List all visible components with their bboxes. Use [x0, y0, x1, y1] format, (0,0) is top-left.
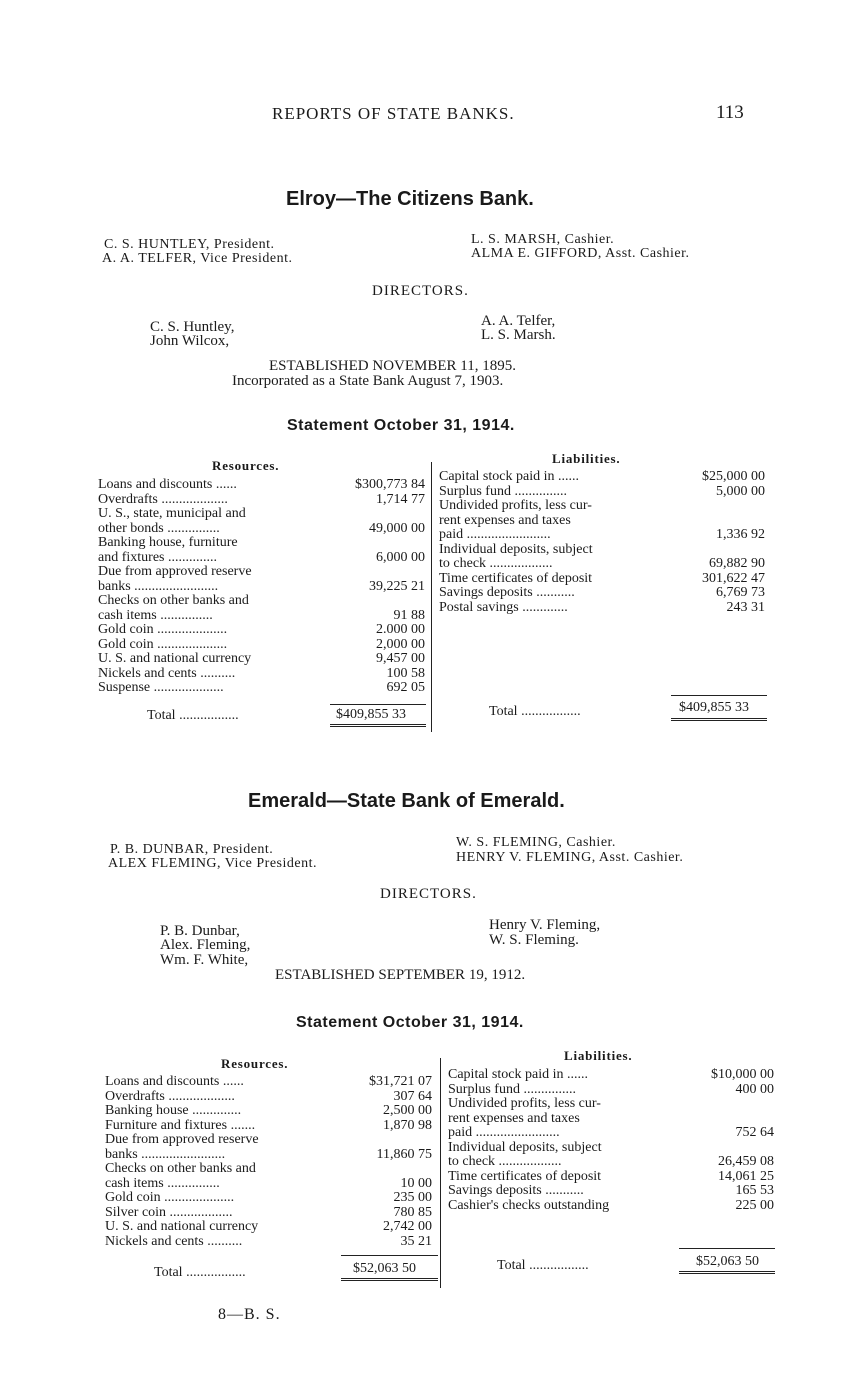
ledger-amount: 35 21: [400, 1233, 432, 1249]
director-name: P. B. Dunbar,: [160, 923, 240, 939]
total-double-rule: [330, 724, 426, 727]
ledger-row: [98, 536, 425, 551]
ledger-amount: 26,459 08: [718, 1154, 774, 1169]
ledger-amount: 2,742 00: [383, 1219, 432, 1234]
ledger-label: Loans and discounts ......: [98, 477, 237, 492]
ledger-row: [98, 493, 425, 508]
resources-total: $52,063 50: [353, 1261, 416, 1276]
ledger-row: [439, 499, 765, 514]
ledger-amount: 692 05: [386, 680, 425, 695]
ledger-label: U. S. and national currency: [98, 651, 252, 666]
ledger-label: Savings deposits ...........: [448, 1183, 584, 1198]
liabilities-total: $52,063 50: [696, 1254, 759, 1269]
director-name: John Wilcox,: [150, 333, 230, 349]
ledger-amount: 100 58: [386, 665, 425, 681]
ledger-label: to check ..................: [448, 1154, 562, 1169]
ledger-row: [448, 1141, 774, 1156]
ledger-row: [98, 609, 425, 624]
ledger-amount: 2,500 00: [383, 1103, 432, 1118]
column-divider: [440, 1058, 441, 1288]
ledger-amount: $31,721 07: [369, 1074, 432, 1089]
ledger-row: [448, 1155, 774, 1170]
ledger-label: Silver coin ..................: [105, 1204, 233, 1220]
statement-heading: Statement October 31, 1914.: [296, 1014, 524, 1031]
column-divider: [431, 462, 432, 732]
ledger-label: Time certificates of deposit: [448, 1168, 602, 1184]
page-number: 113: [716, 102, 744, 123]
ledger-label: Capital stock paid in ......: [448, 1067, 588, 1082]
director-name: L. S. Marsh.: [481, 327, 556, 343]
ledger-row: [105, 1133, 432, 1148]
ledger-row: [448, 1068, 774, 1083]
ledger-label: paid ........................: [448, 1125, 560, 1140]
ledger-amount: 49,000 00: [369, 520, 425, 536]
ledger-row: [98, 667, 425, 682]
total-rule: [330, 704, 426, 705]
ledger-row: [98, 507, 425, 522]
ledger-row: [439, 601, 765, 616]
officer-cashier: W. S. FLEMING, Cashier.: [456, 835, 616, 850]
total-double-rule: [341, 1278, 438, 1281]
ledger-amount: 6,769 73: [716, 585, 765, 600]
ledger-row: [105, 1206, 432, 1221]
ledger-row: [98, 478, 425, 493]
liabilities-total: $409,855 33: [679, 700, 749, 715]
resources-total-label: Total .................: [154, 1265, 246, 1280]
ledger-label: Capital stock paid in ......: [439, 469, 579, 484]
liabilities-total-label: Total .................: [497, 1258, 589, 1273]
ledger-row: [439, 557, 765, 572]
ledger-amount: 11,860 75: [376, 1146, 432, 1162]
ledger-amount: $300,773 84: [355, 477, 425, 492]
director-name: W. S. Fleming.: [489, 932, 579, 948]
ledger-row: [98, 580, 425, 595]
director-name: Wm. F. White,: [160, 952, 249, 968]
ledger-amount: $25,000 00: [702, 469, 765, 484]
total-rule: [679, 1248, 775, 1249]
ledger-amount: 1,336 92: [716, 527, 765, 542]
ledger-label: Gold coin ....................: [98, 636, 228, 652]
ledger-label: banks ........................: [105, 1146, 226, 1162]
ledger-row: [98, 623, 425, 638]
ledger-row: [98, 681, 425, 696]
ledger-label: Undivided profits, less cur-: [448, 1096, 601, 1111]
ledger-label: Surplus fund ...............: [439, 483, 567, 499]
total-double-rule: [671, 718, 767, 721]
ledger-amount: 9,457 00: [376, 651, 425, 666]
ledger-row: [439, 470, 765, 485]
ledger-amount: 752 64: [735, 1125, 774, 1140]
ledger-label: Overdrafts ...................: [105, 1088, 235, 1104]
ledger-amount: 39,225 21: [369, 578, 425, 594]
ledger-row: [98, 565, 425, 580]
ledger-label: Checks on other banks and: [98, 593, 249, 608]
ledger-label: Due from approved reserve: [105, 1132, 259, 1147]
ledger-row: [98, 551, 425, 566]
resources-list: [98, 478, 425, 696]
ledger-label: to check ..................: [439, 556, 553, 571]
directors-heading: DIRECTORS.: [372, 283, 469, 299]
ledger-label: Nickels and cents ..........: [105, 1233, 243, 1249]
ledger-row: [448, 1097, 774, 1112]
ledger-row: [105, 1220, 432, 1235]
directors-heading: DIRECTORS.: [380, 886, 477, 902]
officer-cashier: L. S. MARSH, Cashier.: [471, 232, 615, 247]
officer-vice-president: A. A. TELFER, Vice President.: [102, 251, 293, 266]
director-name: C. S. Huntley,: [150, 319, 235, 335]
ledger-label: Nickels and cents ..........: [98, 665, 236, 681]
total-rule: [671, 695, 767, 696]
ledger-row: [98, 638, 425, 653]
ledger-label: Suspense ....................: [98, 680, 224, 695]
ledger-label: Individual deposits, subject: [448, 1139, 602, 1155]
liabilities-list: [439, 470, 765, 615]
resources-total-label: Total .................: [147, 708, 239, 723]
ledger-label: other bonds ...............: [98, 520, 220, 536]
ledger-row: [439, 572, 765, 587]
ledger-label: Savings deposits ...........: [439, 585, 575, 600]
ledger-row: [98, 594, 425, 609]
ledger-amount: $10,000 00: [711, 1067, 774, 1082]
ledger-row: [439, 528, 765, 543]
ledger-amount: 6,000 00: [376, 549, 425, 565]
ledger-row: [105, 1148, 432, 1163]
ledger-amount: 780 85: [393, 1204, 432, 1220]
signature-mark: 8—B. S.: [218, 1306, 281, 1323]
ledger-row: [105, 1119, 432, 1134]
ledger-label: Time certificates of deposit: [439, 570, 593, 586]
officer-asst-cashier: ALMA E. GIFFORD, Asst. Cashier.: [471, 246, 690, 261]
ledger-amount: 10 00: [400, 1175, 432, 1191]
ledger-row: [439, 543, 765, 558]
ledger-label: Postal savings .............: [439, 599, 568, 615]
total-double-rule: [679, 1271, 775, 1274]
ledger-label: rent expenses and taxes: [448, 1110, 580, 1126]
ledger-amount: 2.000 00: [376, 622, 425, 637]
ledger-amount: 235 00: [393, 1190, 432, 1205]
ledger-label: Individual deposits, subject: [439, 541, 593, 557]
ledger-label: Undivided profits, less cur-: [439, 498, 592, 513]
ledger-label: and fixtures ..............: [98, 549, 217, 565]
ledger-label: Loans and discounts ......: [105, 1074, 244, 1089]
ledger-label: Banking house, furniture: [98, 535, 238, 550]
resources-heading: Resources.: [212, 458, 280, 473]
ledger-amount: 165 53: [735, 1183, 774, 1198]
ledger-row: [448, 1170, 774, 1185]
ledger-row: [105, 1162, 432, 1177]
ledger-label: Cashier's checks outstanding: [448, 1197, 610, 1213]
ledger-row: [448, 1126, 774, 1141]
ledger-label: Banking house ..............: [105, 1103, 242, 1118]
ledger-label: U. S. and national currency: [105, 1219, 259, 1234]
ledger-amount: 307 64: [393, 1088, 432, 1104]
liabilities-total-label: Total .................: [489, 704, 581, 719]
ledger-label: paid ........................: [439, 527, 551, 542]
ledger-label: U. S., state, municipal and: [98, 506, 246, 521]
ledger-label: banks ........................: [98, 578, 219, 594]
established-line: ESTABLISHED NOVEMBER 11, 1895.: [269, 358, 516, 374]
resources-heading: Resources.: [221, 1056, 289, 1071]
ledger-row: [448, 1112, 774, 1127]
ledger-label: Gold coin ....................: [98, 622, 228, 637]
ledger-row: [105, 1235, 432, 1250]
ledger-label: cash items ...............: [105, 1175, 220, 1191]
ledger-row: [439, 586, 765, 601]
ledger-label: Due from approved reserve: [98, 564, 252, 579]
liabilities-heading: Liabilities.: [564, 1048, 633, 1063]
ledger-row: [98, 522, 425, 537]
ledger-amount: 1,870 98: [383, 1117, 432, 1133]
statement-heading: Statement October 31, 1914.: [287, 417, 515, 434]
ledger-row: [105, 1191, 432, 1206]
liabilities-list: [448, 1068, 774, 1213]
ledger-amount: 91 88: [393, 607, 425, 623]
ledger-label: Overdrafts ...................: [98, 491, 228, 507]
ledger-row: [98, 652, 425, 667]
ledger-amount: 400 00: [735, 1081, 774, 1097]
officer-asst-cashier: HENRY V. FLEMING, Asst. Cashier.: [456, 850, 684, 865]
officer-president: C. S. HUNTLEY, President.: [104, 237, 275, 252]
ledger-row: [448, 1199, 774, 1214]
liabilities-heading: Liabilities.: [552, 451, 621, 466]
ledger-amount: 301,622 47: [702, 570, 765, 586]
ledger-amount: 14,061 25: [718, 1168, 774, 1184]
total-rule: [341, 1255, 438, 1256]
resources-list: [105, 1075, 432, 1249]
ledger-row: [439, 514, 765, 529]
ledger-amount: 2,000 00: [376, 636, 425, 652]
ledger-label: cash items ...............: [98, 607, 213, 623]
ledger-row: [439, 485, 765, 500]
ledger-row: [105, 1090, 432, 1105]
ledger-row: [105, 1104, 432, 1119]
incorporated-line: Incorporated as a State Bank August 7, 1903.: [232, 373, 504, 389]
ledger-row: [105, 1075, 432, 1090]
bank-title-elroy: Elroy—The Citizens Bank.: [286, 188, 534, 210]
ledger-label: Furniture and fixtures .......: [105, 1117, 256, 1133]
ledger-amount: 5,000 00: [716, 483, 765, 499]
officer-president: P. B. DUNBAR, President.: [110, 842, 274, 857]
ledger-label: Gold coin ....................: [105, 1190, 235, 1205]
resources-total: $409,855 33: [336, 707, 406, 722]
officer-vice-president: ALEX FLEMING, Vice President.: [108, 856, 317, 871]
ledger-amount: 243 31: [726, 599, 765, 615]
ledger-label: rent expenses and taxes: [439, 512, 571, 528]
running-head: REPORTS OF STATE BANKS.: [272, 104, 515, 123]
established-line: ESTABLISHED SEPTEMBER 19, 1912.: [275, 967, 526, 983]
bank-title-emerald: Emerald—State Bank of Emerald.: [248, 790, 565, 812]
ledger-row: [448, 1083, 774, 1098]
ledger-amount: 69,882 90: [709, 556, 765, 571]
ledger-row: [105, 1177, 432, 1192]
director-name: Henry V. Fleming,: [489, 917, 601, 933]
ledger-amount: 225 00: [735, 1197, 774, 1213]
ledger-label: Checks on other banks and: [105, 1161, 256, 1176]
ledger-row: [448, 1184, 774, 1199]
ledger-label: Surplus fund ...............: [448, 1081, 576, 1097]
director-name: Alex. Fleming,: [160, 937, 251, 953]
director-name: A. A. Telfer,: [481, 313, 556, 329]
ledger-amount: 1,714 77: [376, 491, 425, 507]
